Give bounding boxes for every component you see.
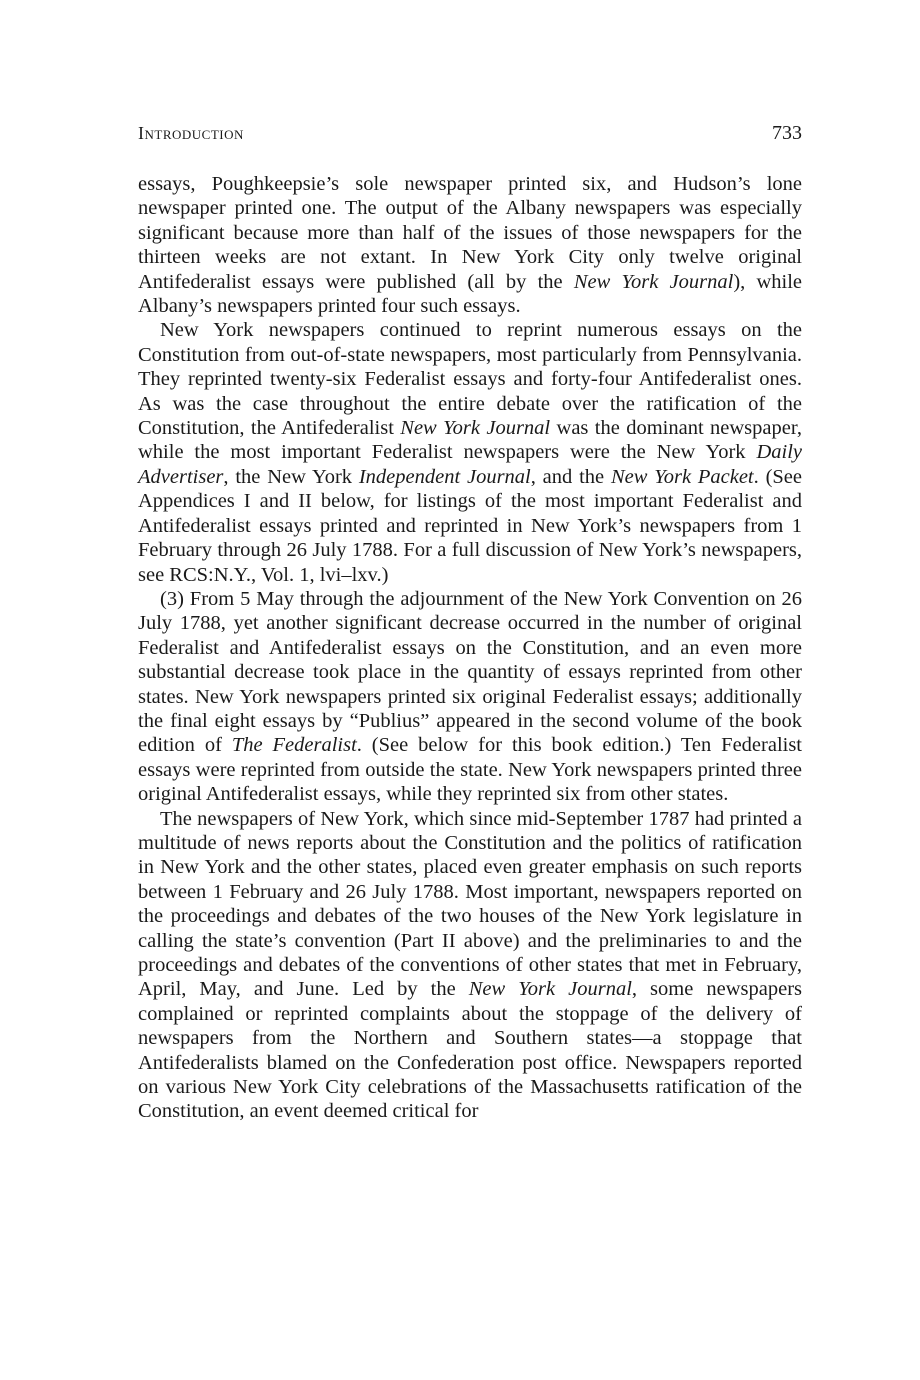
text-run: (3) From 5 May through the adjournment of the New York Convention on 26 July 1788, yet another significant decrease occurred in the number of original Federalist and Antifederalist essays on the Constitution, and an even more substantial decrease took place in the quantity of essays reprinted from other states. New York newspapers printed six original Federalist essays; additionally the final eight essays by “Publius” appeared in the second volume of the book edition of (138, 587, 802, 757)
italic-run: Daily Advertiser (138, 441, 802, 488)
text-run: essays, Poughkeepsie’s sole newspaper printed six, and Hudson’s lone newspaper printed one. The output of the Albany newspapers was especially significant because more than half of the issues of those newspapers for the thirteen weeks are not extant. In New York City only twelve original Antifederalist essays were published (all by the (138, 173, 802, 293)
italic-run: The Federalist (231, 734, 357, 757)
paragraph (138, 318, 802, 586)
italic-run: Independent Journal (358, 465, 531, 488)
text-run: , the New York (223, 465, 359, 488)
paragraph (138, 172, 802, 318)
paragraph (138, 587, 802, 807)
document-page (138, 122, 802, 1124)
text-run: , some newspapers complained or reprinted complaints about the stoppage of the delivery of newspapers from the Northern and Southern states—a stoppage that Antifederalists blamed on the Confederation post office. Newspapers reported on various New York City celebrations of the Massachusetts ratification of the Constitution, an event deemed critical for (138, 978, 802, 1123)
running-head (138, 122, 802, 152)
italic-run: New York Journal (573, 270, 734, 293)
text-run: , and the (530, 465, 611, 488)
text-run: . (See below for this book edition.) Ten Federalist essays were reprinted from outside the state. New York newspapers printed three original Antifederalist essays, while they reprinted six from other states. (138, 734, 803, 806)
text-run: was the dominant newspaper, while the most important Federalist newspapers were the New York (138, 417, 802, 464)
page-number: 733 (772, 122, 802, 144)
paragraph (138, 807, 802, 1124)
section-title: Introduction (138, 123, 244, 143)
body-text (138, 172, 802, 1124)
italic-run: New York Journal (400, 417, 551, 440)
text-run: . (See Appendices I and II below, for listings of the most important Federalist and Antifederalist essays printed and reprinted in New York’s newspapers from 1 February through 26 July 1788. For a full discussion of New York’s newspapers, see RCS:N.Y., Vol. 1, lvi–lxv.) (138, 465, 802, 586)
text-run: ), while Albany’s newspapers printed four such essays. (138, 270, 803, 318)
text-run: The newspapers of New York, which since mid-September 1787 had printed a multitude of news reports about the Constitution and the politics of ratification in New York and the other states, placed even greater emphasis on such reports between 1 February and 26 July 1788. Most important, newspapers reported on the proceedings and debates of the two houses of the New York legislature in calling the state’s convention (Part II above) and the preliminaries to and the proceedings and debates of the conventions of other states that met in February, April, May, and June. Led by the (138, 807, 802, 1001)
italic-run: New York Journal (468, 978, 632, 1001)
italic-run: New York Packet (610, 465, 754, 488)
text-run: New York newspapers continued to reprint numerous essays on the Constitution from out-of-state newspapers, most particularly from Pennsylvania. They reprinted twenty-six Federalist essays and forty-four Antifederalist ones. As was the case throughout the entire debate over the ratification of the Constitution, the Antifederalist (138, 319, 802, 440)
